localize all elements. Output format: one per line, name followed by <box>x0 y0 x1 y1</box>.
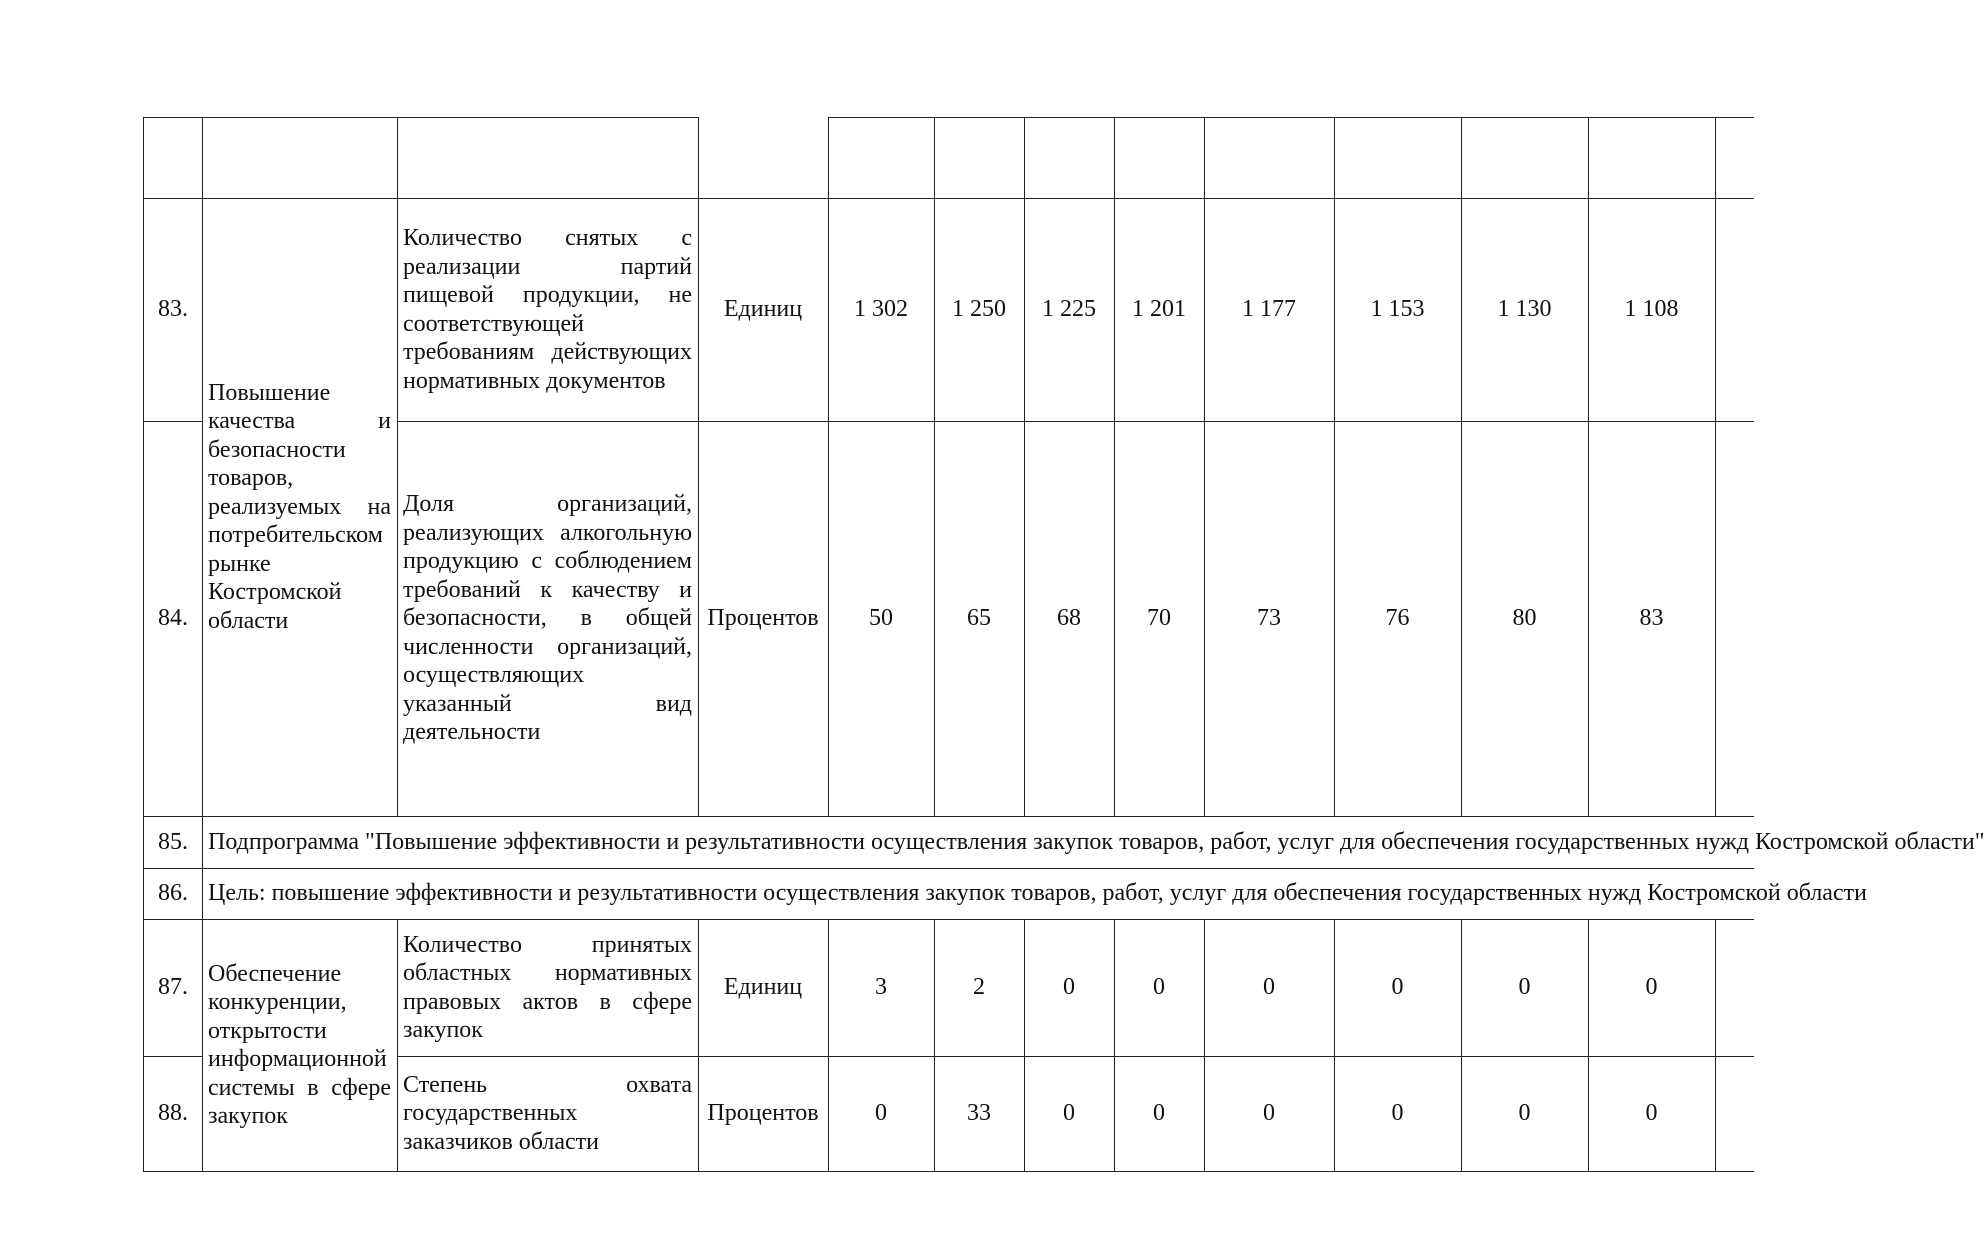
indicator-text: Количество снятых с реализации партий пищевой продукции, не соответствующей требованиям действующих нормативных документов <box>403 225 692 394</box>
value-cell: 0 <box>1645 1100 1658 1127</box>
indicator-text: Степень охвата государственных заказчиков области <box>403 1071 692 1155</box>
value-cell: 0 <box>1063 974 1075 1001</box>
value-cell: 83 <box>1639 605 1664 632</box>
row-number: 88. <box>158 1100 188 1127</box>
value-cell: 76 <box>1385 605 1410 632</box>
unit: Единиц <box>723 974 803 1001</box>
grid-line <box>143 117 699 118</box>
value-cell: 1 302 <box>854 296 908 323</box>
row-number: 83. <box>158 296 188 323</box>
value-cell: 68 <box>1057 605 1081 632</box>
value-cell: 1 250 <box>952 296 1006 323</box>
value-cell: 1 201 <box>1132 296 1186 323</box>
goal-text: Цель: повышение эффективности и результативности осуществления закупок товаров, работ, услуг для обеспечения государственных нужд Костромской области <box>208 880 1867 907</box>
value-cell: 1 130 <box>1497 296 1552 323</box>
indicator-name <box>397 919 698 1056</box>
group-task <box>202 198 397 816</box>
indicator-text: Количество принятых областных нормативных правовых актов в сфере закупок <box>403 931 692 1043</box>
unit: Единиц <box>723 296 803 323</box>
group-task-text: Повышение качества и безопасности товаров, реализуемых на потребительском рынке Костромской области <box>208 379 391 634</box>
indicator-text: Доля организаций, реализующих алкогольную продукцию с соблюдением требований к качеству и безопасности, в общей численности организаций, осуществляющих указанный вид деятельности <box>403 491 692 746</box>
indicator-name <box>397 198 698 421</box>
indicator-name <box>397 1056 698 1171</box>
indicator-name <box>397 421 698 816</box>
value-cell: 1 153 <box>1370 296 1425 323</box>
value-cell: 0 <box>1153 1100 1165 1127</box>
grid-line <box>1715 117 1716 816</box>
value-cell: 0 <box>1063 1100 1075 1127</box>
value-cell: 1 225 <box>1042 296 1096 323</box>
value-cell: 0 <box>1391 974 1404 1001</box>
value-cell: 0 <box>1391 1100 1404 1127</box>
value-cell: 50 <box>869 605 893 632</box>
value-cell: 0 <box>875 1100 887 1127</box>
group-task <box>202 919 397 1171</box>
row-number: 87. <box>158 974 188 1001</box>
unit: Процентов <box>707 605 819 632</box>
value-cell: 0 <box>1263 1100 1275 1127</box>
unit: Процентов <box>707 1100 819 1127</box>
grid-line <box>828 117 1754 118</box>
value-cell: 1 177 <box>1242 296 1296 323</box>
value-cell: 65 <box>967 605 991 632</box>
value-cell: 1 108 <box>1624 296 1679 323</box>
group-task-text: Обеспечение конкуренции, открытости информационной системы в сфере закупок <box>208 960 391 1129</box>
grid-line <box>1715 919 1716 1172</box>
value-cell: 33 <box>967 1100 991 1127</box>
value-cell: 80 <box>1512 605 1537 632</box>
value-cell: 2 <box>973 974 985 1001</box>
grid-line <box>143 1171 1754 1172</box>
value-cell: 3 <box>875 974 887 1001</box>
value-cell: 0 <box>1518 974 1531 1001</box>
value-cell: 0 <box>1153 974 1165 1001</box>
value-cell: 70 <box>1147 605 1171 632</box>
value-cell: 0 <box>1263 974 1275 1001</box>
value-cell: 73 <box>1257 605 1281 632</box>
subprogram-title: Подпрограмма "Повышение эффективности и результативности осуществления закупок товаров, работ, услуг для обеспечения государственных нужд Костромской области" <box>208 828 1985 855</box>
value-cell: 0 <box>1518 1100 1531 1127</box>
row-number: 84. <box>158 605 188 632</box>
value-cell: 0 <box>1645 974 1658 1001</box>
row-number: 86. <box>158 880 188 907</box>
row-number: 85. <box>158 828 188 855</box>
